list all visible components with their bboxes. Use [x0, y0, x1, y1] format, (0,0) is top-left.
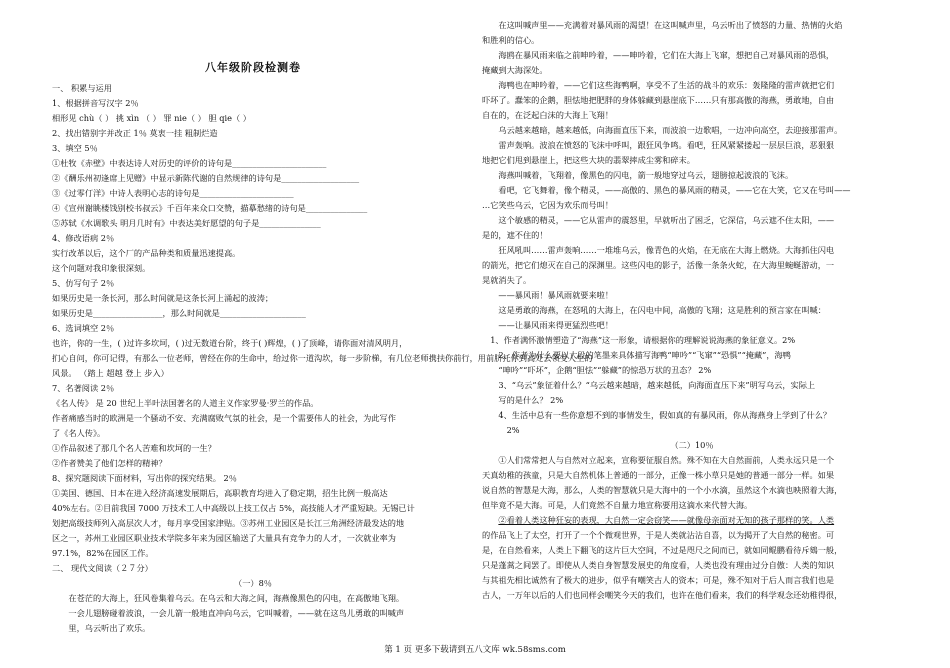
text-line: 6、选词填空 2％ [52, 323, 115, 333]
right-text-block [482, 18, 902, 603]
text-line: 相形见 chù（ ） 挑 xìn （ ） 罪 nie（ ） 胆 qie（ ） [52, 113, 251, 123]
text-line: 如果历史是_________________，那么时间就是_____________________ [52, 308, 306, 318]
text-line: 1、根据拼音写汉字 2％ [52, 98, 139, 108]
text-line: 是，在自然看来，人类上下翻飞的这片巨大空间，不过是咫尺之间而已，就如同鲲鹏看待斥鴳一般， [482, 545, 843, 555]
text-line: 的箭光，把它们熄灭在自己的深渊里。这些闪电的影子，活像一条条火蛇，在大海里蜿蜒游动，一 [482, 260, 835, 270]
text-line: 5、仿写句子 2％ [52, 278, 115, 288]
text-line: 2% [506, 425, 520, 435]
text-line: 海鸥在暴风雨来临之前呻吟着，——呻吟着，它们在大海上飞窜，想把自己对暴风雨的恐惧， [498, 50, 835, 60]
text-line: 划把高级技师列入高层次人才，每月享受国家津贴。③苏州工业园区是长江三角洲经济最发达的地 [52, 518, 405, 528]
text-line: （二）10％ [670, 440, 714, 450]
text-line: 晃就消失了。 [482, 275, 532, 285]
page-title: 八年级阶段检测卷 [205, 61, 301, 74]
text-line: 8、探究题阅读下面材料，写出你的探究结果。 2％ [52, 473, 237, 483]
text-line: 地把它们甩到悬崖上，把这些大块的翡翠摔成尘雾和碎末。 [482, 155, 695, 165]
text-line: ①人们常常把人与自然对立起来，宣称要征服自然。殊不知在大自然面前，人类永远只是一个 [498, 455, 835, 465]
text-line: 了《名人传》。 [52, 428, 106, 438]
page-footer: 第 1 页 更多下载请到五八文库 wk.58sms.com [384, 645, 566, 655]
text-line: ②看着人类这种狂妄的表现，大自然一定会窃笑——就像母亲面对无知的孩子那样的笑。人类 [498, 515, 835, 525]
text-line: 7、名著阅读 2％ [52, 383, 115, 393]
text-line: 古人，一万年以后的人们也同样会嘲笑今天的我们，也许在他们看来，我们的科学观念还幼稚得很， [482, 590, 843, 600]
text-line: 40%左右。②目前我国 7000 万技术工人中高级以上技工仅占 5%，高技能人才严重短缺。无锡已计 [52, 503, 415, 513]
text-line: 一、 积累与运用 [52, 83, 112, 93]
text-line: 狂风吼叫……雷声轰响……一堆堆乌云，像青色的火焰，在无底在大海上燃烧。大海抓住闪电 [498, 245, 835, 255]
text-line: 扪心自问，你可记得，有那么一位老师，曾经在你的生命中，给过你一道沟坎，每一步阶梯，有几位老师携扶你前行，用前脐托你到高处去领受人生的 [52, 353, 593, 363]
text-line: ①美国、德国、日本在进入经济高速发展期后，高职教育均进入了稳定期，招生比例一般高达 [52, 488, 388, 498]
text-line: 是的，遮不住的！ [482, 230, 548, 240]
text-line: ②作者赞美了他们怎样的精神？ [52, 458, 167, 468]
text-line: 在苍茫的大海上，狂风卷集着乌云。在乌云和大海之间，海燕像黑色的闪电，在高傲地飞翔。 [68, 593, 405, 603]
text-line: 也许，你的一生，( )过许多坎坷，( )过无数道台阶，终于( )辉煌，( )了顶峰，请你面对清风明月， [52, 338, 408, 348]
text-line: 这个敏感的精灵，——它从雷声的震怒里，早就听出了困乏，它深信，乌云遮不住太阳，—— [498, 215, 835, 225]
text-line: 说自然的智慧是大海，那么，人类的智慧就只是大海中的一个小水滴，虽然这个水滴也映照着大海， [482, 485, 843, 495]
text-line: 2、作者为什么要以大段的笔墨来具体描写海鸭“呻吟”“飞窜”“恐惧”“掩藏”，海鸭 [498, 350, 791, 360]
text-line: 风景。 （踏上 超越 登上 步入） [52, 368, 169, 378]
text-line: 97.1%，82%在园区工作。 [52, 548, 154, 558]
text-line: …它笑些乌云，它因为欢乐而号叫！ [482, 200, 614, 210]
right-column [482, 18, 902, 603]
text-line: ②《酬乐州初逢席上见赠》中显示新陈代谢的自然规律的诗句是___________________ [52, 173, 360, 183]
text-line: 4、生活中总有一些你意想不到的事情发生，假如真的有暴风雨，你从海燕身上学到了什么？ [498, 410, 832, 420]
text-line: （一）8％ [234, 578, 272, 588]
text-line: 海燕叫喊着，飞翔着，像黑色的闪电，箭一般地穿过乌云，翅膀掠起波浪的飞沫。 [498, 170, 794, 180]
text-line: 在这叫喊声里——充满着对暴风雨的渴望！在这叫喊声里，乌云听出了愤怒的力量、热情的火焰 [498, 20, 843, 30]
text-line: 实行改革以后，这个厂的产品种类和质量迅速提高。 [52, 248, 241, 258]
text-line: 乌云越来越暗，越来越低，向海面直压下来，而波浪一边歌唱，一边冲向高空，去迎接那雷声。 [498, 125, 843, 135]
text-line: 掩藏到大海深处。 [482, 65, 548, 75]
text-line: 这个问题对我印象很深刻。 [52, 263, 151, 273]
text-line: 只是蓬蒿之间罢了。即使从人类自身智慧发展史的角度看，人类也没有理由过分自傲：人类的知识 [482, 560, 835, 570]
text-line: ⑤苏轼《水调歌头 明月几时有》中表达美好愿望的句子是_______________ [52, 218, 321, 228]
text-line: 海鸭也在呻吟着，——它们这些海鸭啊，享受不了生活的战斗的欢乐：轰隆隆的雷声就把它们 [498, 80, 835, 90]
text-line: 如果历史是一条长河，那么时间就是这条长河上涌起的波涛； [52, 293, 274, 303]
text-line: 作者痛感当时的欧洲是一个骚动不安、充满腐败气氛的社会，是一个需要伟人的社会，为此写作 [52, 413, 396, 423]
text-line: 天真幼稚的孩童，只是大自然机体上普通的一部分，正像一株小草只是她的普通一部分一样。如果 [482, 470, 835, 480]
text-line: 吓坏了。蠢笨的企鹅，胆怯地把肥胖的身体躲藏到悬崖底下……只有那高傲的海燕，勇敢地，自由 [482, 95, 835, 105]
text-line: 1、作者满怀激情塑造了“海燕”这一形象，请根据你的理解说说海燕的象征意义。2% [490, 335, 796, 345]
text-line: ④《宣州谢眺楼饯别校书叔云》千百年来众口交赞，描摹愁绪的诗句是_______________ [52, 203, 368, 213]
text-line: ——暴风雨！暴风雨就要来啦！ [498, 290, 614, 300]
text-line: 区之一，苏州工业园区职业技术学院多年来为园区输送了大量具有竞争力的人才，一次就业率为 [52, 533, 396, 543]
text-line: 4、修改语病 2％ [52, 233, 115, 243]
text-line: 二、 现代文阅读（２７分） [52, 563, 153, 573]
text-line: ①作品叙述了那几个名人苦难和坎坷的一生？ [52, 443, 216, 453]
text-line: 3、“乌云”象征着什么？“乌云越来越暗，越来越低，向海面直压下来”明写乌云，实际上 [498, 380, 816, 390]
text-line: 3、填空 5％ [52, 143, 98, 153]
text-line: 的作品飞上了太空，打开了一个个微观世界，于是人类就沾沾自喜，以为揭开了大自然的秘密。可 [482, 530, 835, 540]
text-line: “呻吟”“吓坏”，企鹅“胆怯”“躲藏”的惊恐万状的丑态？ 2% [498, 365, 712, 375]
text-line: 2、找出错别字并改正 1％ 莫衷一挂 粗制烂造 [52, 128, 218, 138]
text-line: ①杜牧《赤壁》中表达诗人对历史的评价的诗句是_______________________ [52, 158, 327, 168]
text-line: 这是勇敢的海燕，在怒吼的大海上，在闪电中间，高傲的飞翔；这是胜利的预言家在叫喊： [498, 305, 826, 315]
text-line: 看吧，它飞舞着，像个精灵，——高傲的、黑色的暴风雨的精灵，——它在大笑，它又在号叫—— [498, 185, 851, 195]
text-line: 自在的，在泛起白沫的大海上飞翔！ [482, 110, 614, 120]
text-line: 里，乌云听出了欢乐。 [68, 623, 151, 633]
text-line: 写的是什么？ 2% [498, 395, 564, 405]
text-line: ③《过零仃洋》中诗人表明心志的诗句是_______________________ [52, 188, 294, 198]
text-line: 雷声轰响。波浪在愤怒的飞沫中呼叫，跟狂风争鸣。看吧，狂风紧紧搂起一层层巨浪，恶狠狠 [498, 140, 835, 150]
text-line: 一会儿翅膀碰着波浪，一会儿箭一般地直冲向乌云，它叫喊着，——就在这鸟儿勇敢的叫喊声 [68, 608, 405, 618]
text-line: 和胜利的信心。 [482, 35, 540, 45]
text-line: 《名人传》 是 20 世纪上半叶法国著名的人道主义作家罗曼·罗兰的作品。 [52, 398, 319, 408]
text-line: 但毕竟不是大海。可是，人们竟然不自量力地宣称要用这滴水来代替大海。 [482, 500, 753, 510]
text-line: ——让暴风雨来得更猛烈些吧！ [498, 320, 614, 330]
text-line: 与其祖先相比诚然有了极大的进步，似乎有嘲笑古人的资本；可是，殊不知对于后人而言我们也是 [482, 575, 835, 585]
